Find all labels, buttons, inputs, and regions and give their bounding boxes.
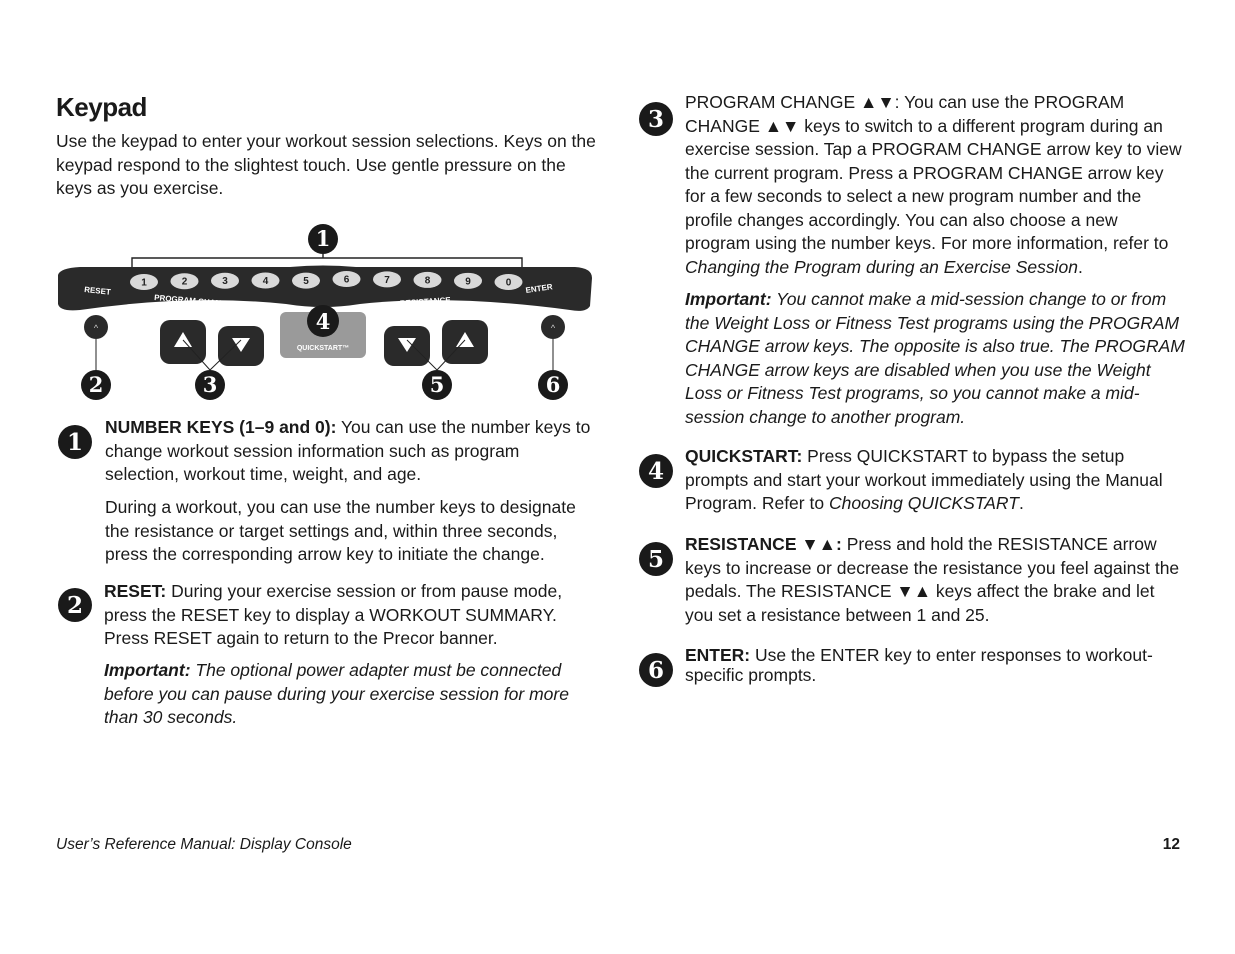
quickstart-description: QUICKSTART: Press QUICKSTART to bypass the setup prompts and start your workout immediately using the Manual Program. Refer to Choosing QUICKSTART. <box>685 446 1163 513</box>
svg-text:2: 2 <box>66 592 84 619</box>
page-number: 12 <box>1162 836 1180 853</box>
number-key-9 <box>454 273 482 289</box>
item-badge-4 <box>639 454 673 488</box>
enter-label: ENTER <box>525 282 554 295</box>
svg-text:1: 1 <box>141 277 147 289</box>
svg-text:5: 5 <box>647 546 665 573</box>
svg-text:3: 3 <box>647 106 665 133</box>
svg-text:0: 0 <box>505 277 512 289</box>
item-badge-3 <box>639 102 673 136</box>
program-change-reference: Changing the Program during an Exercise Session <box>685 256 1078 277</box>
resistance-label: RESISTANCE <box>399 295 451 308</box>
svg-text:6: 6 <box>545 372 561 397</box>
item-badge-6 <box>639 653 673 687</box>
svg-text:4: 4 <box>647 458 665 485</box>
page-title: Keypad <box>56 92 147 122</box>
svg-text:3: 3 <box>222 276 228 288</box>
quickstart-title: QUICKSTART: <box>685 446 803 466</box>
resistance-description: RESISTANCE ▼▲: Press and hold the RESISTANCE arrow keys to increase or decrease the resistance you feel against the pedals. The RESISTANCE ▼▲ keys affect the brake and let you set a resistance between 1 and 25. <box>685 534 1180 625</box>
svg-text:9: 9 <box>465 276 471 288</box>
reset-description: RESET: During your exercise session or from pause mode, press the RESET key to display a WORKOUT SUMMARY. Press RESET again to return to the Precor banner. <box>104 581 563 648</box>
svg-text:6: 6 <box>647 657 665 684</box>
svg-text:1: 1 <box>66 429 84 456</box>
callout-badge-3 <box>195 370 225 400</box>
svg-text:7: 7 <box>384 274 390 286</box>
number-keys-paragraph-2: During a workout, you can use the number keys to designate the resistance or target settings and, within three seconds, press the corresponding arrow key to initiate the change. <box>105 497 576 564</box>
number-key-8 <box>414 272 442 288</box>
footer-manual-title: User’s Reference Manual: Display Console <box>56 836 352 853</box>
callout-badge-2 <box>81 370 111 400</box>
number-key-1 <box>130 274 158 290</box>
svg-text:6: 6 <box>343 274 350 286</box>
number-keys-description: NUMBER KEYS (1–9 and 0): You can use the number keys to change workout session information such as program selection, workout time, weight, and age. <box>105 417 591 484</box>
reset-label: RESET <box>83 285 112 297</box>
number-key-2 <box>171 273 199 289</box>
program-change-description: PROGRAM CHANGE ▲▼: You can use the PROGRAM CHANGE ▲▼ keys to switch to a different program during an exercise session. Tap a PROGRAM CHANGE arrow key to view the current program. Press a PROGRAM CHANGE arrow key for a few seconds to select a new program number and the profile changes accordingly. You can also choose a new program using the number keys. For more information, refer to Changing the Program during an Exercise Session. <box>685 92 1182 277</box>
callout-badge-1 <box>308 224 338 254</box>
number-key-5 <box>292 273 320 289</box>
number-keys-title: NUMBER KEYS (1–9 and 0): <box>105 417 337 437</box>
number-key-6 <box>333 271 361 287</box>
svg-text:2: 2 <box>181 276 188 288</box>
program-change-label: PROGRAM CHANGE <box>153 293 233 309</box>
important-label: Important: <box>104 660 191 680</box>
program-change-important-note: Important: You cannot make a mid-session change to or from the Weight Loss or Fitness Test programs using the PROGRAM CHANGE arrow keys. The opposite is also true. The PROGRAM CHANGE arrow keys are disabled when you use the Weight Loss or Fitness Test programs, so you cannot make a mid-session change to another program. <box>685 289 1185 427</box>
number-key-3 <box>211 273 239 289</box>
resistance-title: RESISTANCE ▼▲: <box>685 534 842 554</box>
svg-text:2: 2 <box>88 372 104 397</box>
svg-text:4: 4 <box>315 309 331 334</box>
item-badge-2 <box>58 588 92 622</box>
enter-title: ENTER: <box>685 645 751 665</box>
item-badge-1 <box>58 425 92 459</box>
svg-text:8: 8 <box>424 275 431 287</box>
intro-paragraph: Use the keypad to enter your workout session selections. Keys on the keypad respond to the slightest touch. Use gentle pressure on the keys as you exercise. <box>56 131 596 198</box>
svg-text:4: 4 <box>262 276 269 288</box>
svg-text:5: 5 <box>303 276 309 288</box>
number-key-7 <box>373 271 401 287</box>
svg-text:3: 3 <box>202 372 218 397</box>
keypad-illustration <box>50 220 600 410</box>
svg-text:^: ^ <box>550 323 556 333</box>
item-badge-5 <box>639 542 673 576</box>
svg-text:1: 1 <box>315 226 331 251</box>
quickstart-label: QUICKSTART™ <box>296 345 350 352</box>
number-key-4 <box>252 273 280 289</box>
reset-important-note: Important: The optional power adapter must be connected before you can pause during your exercise session for more than 30 seconds. <box>104 660 569 727</box>
enter-description: ENTER: Use the ENTER key to enter responses to workout-specific prompts. <box>685 645 1153 685</box>
svg-text:5: 5 <box>429 372 445 397</box>
svg-text:^: ^ <box>93 323 99 333</box>
callout-badge-5 <box>422 370 452 400</box>
number-key-0 <box>495 274 523 290</box>
important-label: Important: <box>685 289 772 309</box>
quickstart-reference: Choosing QUICKSTART <box>828 493 1019 513</box>
reset-title: RESET: <box>104 581 167 601</box>
callout-badge-6 <box>538 370 568 400</box>
